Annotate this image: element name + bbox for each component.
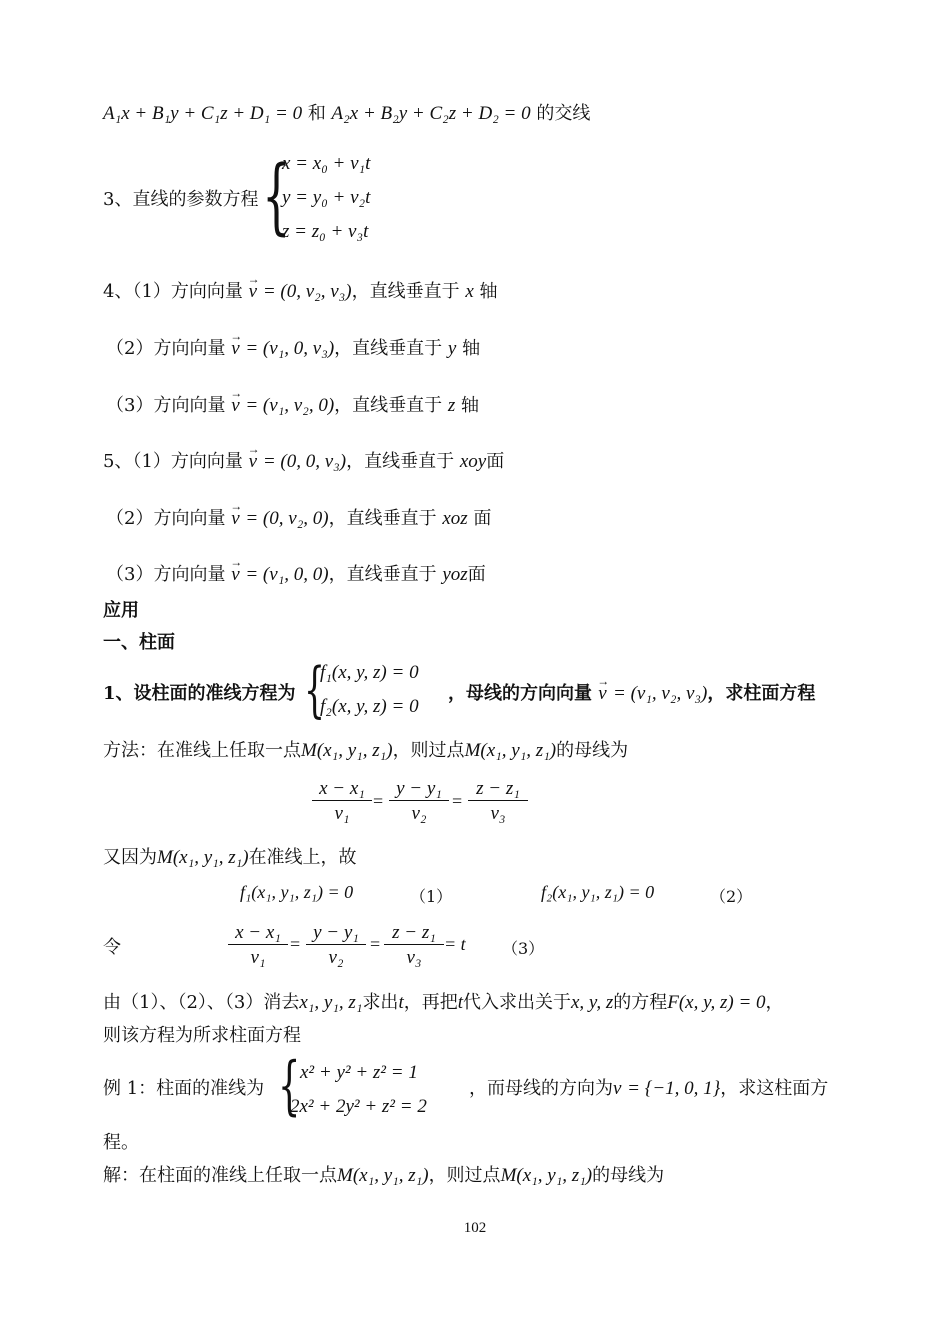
item4-line2 xyxy=(106,337,480,361)
problem1-brace: { xyxy=(304,655,326,725)
item5-prefix: 5、 xyxy=(103,451,133,472)
equals-t: = t xyxy=(444,934,466,954)
eliminate-vars: x₁, y₁, z₁ xyxy=(299,992,363,1013)
eliminate-text-f: ， xyxy=(765,992,784,1013)
item4-2-text: ，直线垂直于 xyxy=(334,338,443,359)
method-text-b: ，则过点 xyxy=(392,740,465,761)
item5-2-label: （2）方向向量 xyxy=(106,508,226,529)
param-row-y: y = y₀ + v₂t xyxy=(282,187,371,208)
item5-1-text: ，直线垂直于 xyxy=(346,451,455,472)
let-frac-z xyxy=(384,922,444,971)
eliminate-text-e: 的方程 xyxy=(613,992,668,1013)
method-frac-x xyxy=(312,778,372,827)
intersection-word: 的交线 xyxy=(536,103,591,124)
frac-num: y − y₁ xyxy=(306,922,366,945)
example1-brace: { xyxy=(278,1049,301,1123)
param-eq-label: 3、直线的参数方程 xyxy=(103,189,259,210)
example1-wrap: 程。 xyxy=(103,1132,139,1153)
frac-den: v₂ xyxy=(328,947,344,968)
solution-text-c: 的母线为 xyxy=(592,1165,665,1186)
item4-1-unit: 轴 xyxy=(479,281,498,302)
tag-1: （1） xyxy=(410,887,453,906)
eliminate-text-d: 代入求出关于 xyxy=(463,992,571,1013)
item5-line3 xyxy=(106,563,486,587)
param-row-z: z = z₀ + v₃t xyxy=(282,221,369,242)
item5-3-plane: yoz xyxy=(442,564,468,585)
method-frac-z xyxy=(468,778,528,827)
item5-3-eq: = (v₁, 0, 0) xyxy=(245,564,329,585)
let-frac-y xyxy=(306,922,366,971)
method-text-a: 方法：在准线上任取一点 xyxy=(103,740,301,761)
vector-v: → v xyxy=(249,280,257,304)
problem1-mid xyxy=(448,682,815,706)
method-text-c: 的母线为 xyxy=(556,740,629,761)
eq-sign: = xyxy=(373,791,384,811)
direction-value: = {−1, 0, 1} xyxy=(627,1078,721,1099)
item5-2-text: ，直线垂直于 xyxy=(328,508,437,529)
frac-den: v₃ xyxy=(406,947,422,968)
item5-3-unit: 面 xyxy=(467,564,486,585)
example1-sys-2: 2x² + 2y² + z² = 2 xyxy=(290,1096,427,1117)
frac-num: y − y₁ xyxy=(389,778,449,801)
eliminate-line xyxy=(103,991,784,1015)
frac-den: v₁ xyxy=(250,947,266,968)
item4-1-eq: = (0, v₂, v₃) xyxy=(262,281,352,302)
section-title: 应用 xyxy=(103,600,139,621)
vector-v: → v xyxy=(231,563,239,587)
example1-mid xyxy=(469,1077,828,1101)
item4-2-axis: y xyxy=(447,338,457,359)
intersection-line xyxy=(103,102,590,126)
let-frac-x xyxy=(228,922,288,971)
cylinder-eq: F(x, y, z) = 0 xyxy=(667,992,766,1013)
item5-1-unit: 面 xyxy=(486,451,505,472)
item5-1-plane: xoy xyxy=(459,451,487,472)
item4-2-unit: 轴 xyxy=(462,338,481,359)
page-number: 102 xyxy=(463,1220,487,1236)
vector-v: → v xyxy=(231,394,239,418)
problem1-sys-1: f₁(x, y, z) = 0 xyxy=(320,662,419,683)
point-M-2: M(x₁, y₁, z₁) xyxy=(500,1165,593,1186)
also-text-a: 又因为 xyxy=(103,847,157,868)
frac-den: v₁ xyxy=(334,803,350,824)
example1-tail: ，求这柱面方 xyxy=(720,1078,829,1099)
item4-3-unit: 轴 xyxy=(461,395,480,416)
solution-text-b: ，则过点 xyxy=(428,1165,501,1186)
item5-3-label: （3）方向向量 xyxy=(106,564,226,585)
vector-v: → v xyxy=(231,507,239,531)
example1-mid-text: ，而母线的方向为 xyxy=(469,1078,613,1099)
eq-sign: = xyxy=(370,934,381,954)
item5-1-eq: = (0, 0, v₃) xyxy=(262,451,347,472)
vector-v: → v xyxy=(598,682,606,706)
tag-3: （3） xyxy=(502,939,545,958)
item5-3-text: ，直线垂直于 xyxy=(328,564,437,585)
item4-line1 xyxy=(103,280,498,304)
problem1-sys-2: f₂(x, y, z) = 0 xyxy=(320,696,419,717)
vector-v: → v xyxy=(231,337,239,361)
plane-eq-1: A₁x + B₁y + C₁z + D₁ = 0 xyxy=(103,103,303,124)
item4-3-text: ，直线垂直于 xyxy=(334,395,443,416)
f1-eq: f₁(x₁, y₁, z₁) = 0 xyxy=(240,882,354,902)
point-M-2: M(x₁, y₁, z₁) xyxy=(464,740,557,761)
item5-1-label: （1）方向向量 xyxy=(132,451,243,472)
problem1-mid-text: ，母线的方向向量 xyxy=(448,683,592,704)
frac-num: x − x₁ xyxy=(228,922,288,945)
problem1-vec-eq: = (v₁, v₂, v₃) xyxy=(613,683,708,704)
also-text-b: 在准线上，故 xyxy=(248,847,357,868)
example1-lead: 例 1：柱面的准线为 xyxy=(103,1078,265,1099)
frac-num: z − z₁ xyxy=(468,778,528,801)
and-word: 和 xyxy=(307,103,326,124)
tag-2: （2） xyxy=(710,887,753,906)
param-brace: { xyxy=(262,149,291,244)
eliminate-text-b: 求出 xyxy=(362,992,399,1013)
item4-3-label: （3）方向向量 xyxy=(106,395,226,416)
eliminate-text-c: ，再把 xyxy=(403,992,458,1013)
f2-eq: f₂(x₁, y₁, z₁) = 0 xyxy=(541,882,655,902)
frac-den: v₃ xyxy=(490,803,506,824)
problem1-tail: ，求柱面方程 xyxy=(707,683,816,704)
item4-prefix: 4、 xyxy=(103,281,133,302)
item4-1-label: （1）方向向量 xyxy=(132,281,243,302)
frac-num: x − x₁ xyxy=(312,778,372,801)
eq-sign: = xyxy=(290,934,301,954)
eq-sign: = xyxy=(452,791,463,811)
item4-1-text: ，直线垂直于 xyxy=(351,281,460,302)
frac-den: v₂ xyxy=(411,803,427,824)
solution-line xyxy=(103,1164,664,1188)
var-t: t xyxy=(398,992,404,1013)
vector-v: → v xyxy=(249,450,257,474)
item4-2-label: （2）方向向量 xyxy=(106,338,226,359)
item5-2-plane: xoz xyxy=(442,508,468,529)
plane-eq-2: A₂x + B₂y + C₂z + D₂ = 0 xyxy=(331,103,531,124)
var-t: t xyxy=(457,992,463,1013)
example1-sys-1: x² + y² + z² = 1 xyxy=(300,1062,418,1083)
solution-text-a: 解：在柱面的准线上任取一点 xyxy=(103,1165,337,1186)
point-M: M(x₁, y₁, z₁) xyxy=(157,847,249,868)
item4-3-axis: z xyxy=(447,395,456,416)
item4-3-eq: = (v₁, v₂, 0) xyxy=(245,395,335,416)
point-M-1: M(x₁, y₁, z₁) xyxy=(301,740,393,761)
item5-2-unit: 面 xyxy=(473,508,492,529)
section-subtitle: 一、柱面 xyxy=(103,632,175,653)
also-line xyxy=(103,846,357,870)
item5-line2 xyxy=(106,507,491,531)
item5-line1 xyxy=(103,450,504,474)
param-row-x: x = x₀ + v₁t xyxy=(282,153,371,174)
method-frac-y xyxy=(389,778,449,827)
problem1-lead: 1、设柱面的准线方程为 xyxy=(103,683,296,704)
method-line xyxy=(103,739,628,763)
point-M-1: M(x₁, y₁, z₁) xyxy=(337,1165,429,1186)
eliminate-xyz: x, y, z xyxy=(571,992,614,1013)
item4-2-eq: = (v₁, 0, v₃) xyxy=(245,338,335,359)
eliminate-line2: 则该方程为所求柱面方程 xyxy=(103,1025,301,1046)
item4-line3 xyxy=(106,394,479,418)
frac-num: z − z₁ xyxy=(384,922,444,945)
item4-1-axis: x xyxy=(465,281,474,302)
item5-2-eq: = (0, v₂, 0) xyxy=(245,508,329,529)
eliminate-text-a: 由（1）、（2）、（3）消去 xyxy=(103,992,300,1013)
let-word: 令 xyxy=(103,937,121,958)
direction-v: v xyxy=(613,1078,622,1099)
